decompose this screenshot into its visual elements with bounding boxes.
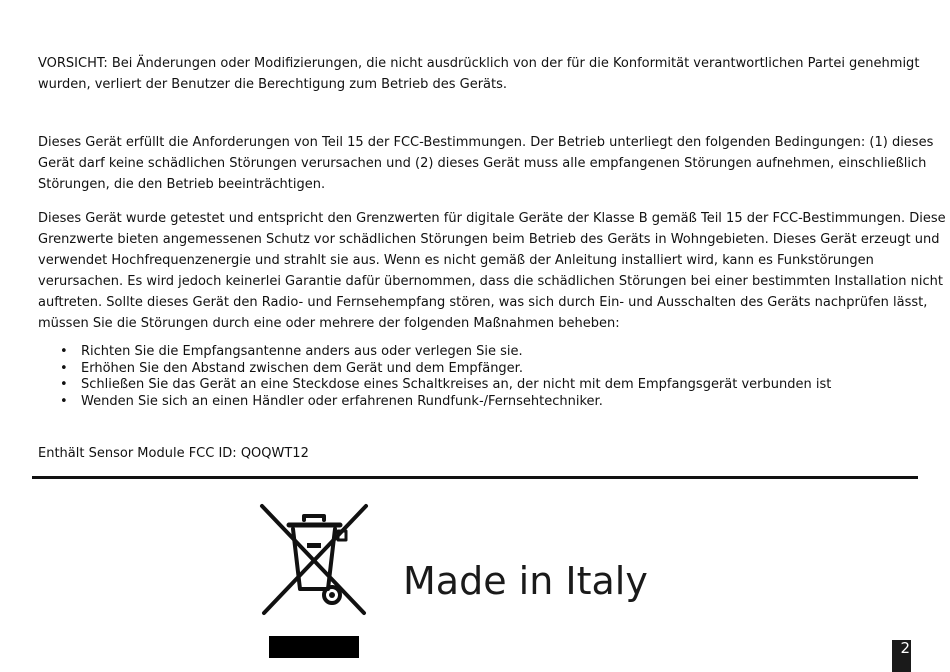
caution-paragraph: VORSICHT: Bei Änderungen oder Modifizierungen, die nicht ausdrücklich von der für die Konformität verantwortlichen Partei genehmigt wurden, verliert der Benutzer die Berechtigung zum Betrieb des Geräts. (38, 56, 920, 92)
measures-list (38, 344, 938, 410)
bullet-glyph: • (60, 377, 68, 392)
list-item-text: Wenden Sie sich an einen Händler oder erfahrenen Rundfunk-/Fernsehtechniker. (81, 393, 603, 409)
fcc-part15-paragraph: Dieses Gerät erfüllt die Anforderungen von Teil 15 der FCC-Bestimmungen. Der Betrieb unterliegt den folgenden Bedingungen: (1) dieses Gerät darf keine schädlichen Störungen verursachen und (2) dieses Gerät muss alle empfangenen Störungen aufnehmen, einschließlich Störungen, die den Betrieb beeinträchtigen. (38, 135, 934, 192)
crossed-out-wheelie-bin-icon (258, 503, 370, 617)
section-divider (32, 476, 918, 479)
list-item (38, 361, 938, 378)
bullet-glyph: • (60, 360, 68, 376)
bullet-glyph: • (60, 393, 68, 409)
made-in-italy-label: Made in Italy (403, 559, 648, 603)
class-b-paragraph: Dieses Gerät wurde getestet und entspricht den Grenzwerten für digitale Geräte der Klasse B gemäß Teil 15 der FCC-Bestimmungen. Diese Grenzwerte bieten angemessenen Schutz vor schädlichen Störungen beim Betrieb des Geräts in Wohngebieten. Dieses Gerät erzeugt und verwendet Hochfrequenzenergie und strahlt sie aus. Wenn es nicht gemäß der Anleitung installiert wird, kann es Funkstörungen verursachen. Es wird jedoch keinerlei Garantie dafür übernommen, dass die schädlichen Störungen bei einer bestimmten Installation nicht auftreten. Sollte dieses Gerät den Radio- und Fernsehempfang stören, was sich durch Ein- und Ausschalten des Geräts nachprüfen lässt, müssen Sie die Störungen durch eine oder mehrere der folgenden Maßnahmen beheben: (38, 211, 946, 331)
list-item (38, 344, 938, 361)
list-item-text: Schließen Sie das Gerät an eine Steckdose eines Schaltkreises an, der nicht mit dem Empfangsgerät verbunden ist (81, 377, 832, 392)
page-number: 2 (892, 640, 911, 672)
weee-bar (269, 636, 359, 658)
fcc-id-line: Enthält Sensor Module FCC ID: QOQWT12 (38, 446, 309, 461)
bullet-glyph: • (60, 344, 68, 359)
list-item-text: Erhöhen Sie den Abstand zwischen dem Gerät und dem Empfänger. (81, 360, 523, 376)
list-item (38, 394, 938, 411)
list-item-text: Richten Sie die Empfangsantenne anders aus oder verlegen Sie sie. (81, 344, 523, 359)
list-item (38, 377, 938, 394)
